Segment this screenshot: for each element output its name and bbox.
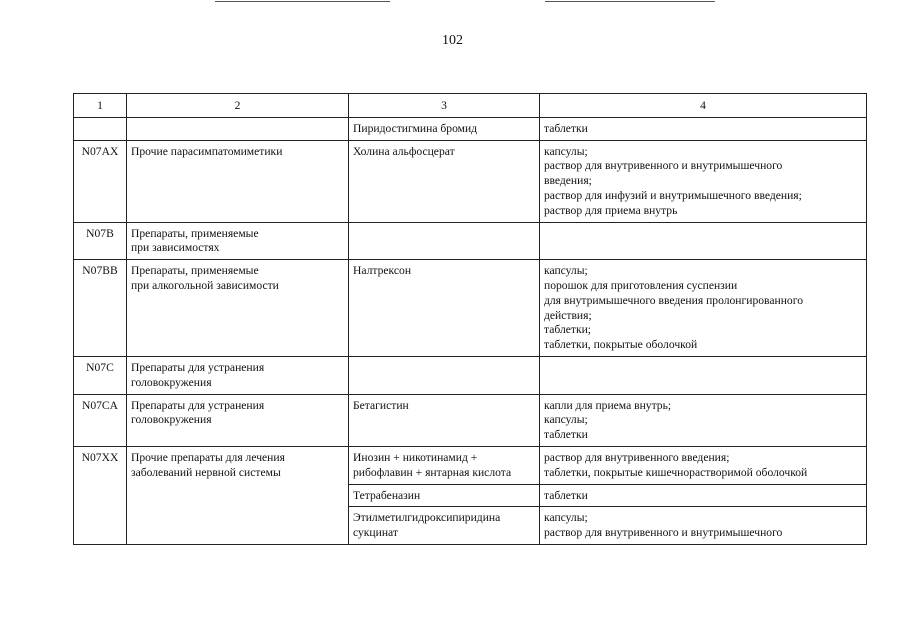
forms-cell: [540, 222, 867, 260]
group-name: головокружения: [131, 375, 212, 389]
table-row: [74, 356, 867, 394]
drug-name: Налтрексон: [353, 264, 412, 278]
group-name: головокружения: [131, 413, 212, 427]
forms-cell: [540, 507, 867, 545]
dosage-form: капсулы;: [544, 144, 588, 158]
group-name: Препараты для устранения: [131, 398, 265, 412]
column-header-2: 2: [127, 94, 349, 118]
group-cell: [127, 117, 349, 140]
dosage-form: капли для приема внутрь;: [544, 398, 672, 412]
forms-cell: [540, 260, 867, 357]
drug-cell: [349, 356, 540, 394]
drug-cell: [349, 394, 540, 446]
table-row: [74, 117, 867, 140]
dosage-form: таблетки, покрытые кишечнорастворимой оболочкой: [544, 465, 808, 479]
forms-cell: [540, 484, 867, 507]
table-row: [74, 446, 867, 484]
table-row: [74, 222, 867, 260]
group-name: при алкогольной зависимости: [131, 278, 279, 292]
forms-cell: [540, 140, 867, 222]
group-name: Прочие препараты для лечения: [131, 450, 285, 464]
page-number: 102: [442, 33, 463, 48]
drug-cell: [349, 117, 540, 140]
atc-code-cell: N07XX: [74, 446, 127, 544]
group-cell: [127, 446, 349, 544]
drug-table: [73, 93, 867, 545]
group-name: Препараты, применяемые: [131, 226, 259, 240]
atc-code-cell: N07B: [74, 222, 127, 260]
drug-name: рибофлавин + янтарная кислота: [353, 465, 512, 479]
dosage-form: таблетки;: [544, 323, 592, 337]
dosage-form: раствор для инфузий и внутримышечного введения;: [544, 188, 802, 202]
group-cell: [127, 260, 349, 357]
dosage-form: таблетки, покрытые оболочкой: [544, 338, 698, 352]
table-row: [74, 394, 867, 446]
dosage-form: капсулы;: [544, 413, 588, 427]
atc-code-cell: N07CA: [74, 394, 127, 446]
drug-cell: [349, 446, 540, 484]
group-name: Препараты для устранения: [131, 360, 265, 374]
column-header-1: 1: [74, 94, 127, 118]
forms-cell: [540, 117, 867, 140]
drug-cell: [349, 484, 540, 507]
dosage-form: раствор для внутривенного и внутримышечного: [544, 159, 783, 173]
table-row: [74, 260, 867, 357]
forms-cell: [540, 446, 867, 484]
drug-name: Холина альфосцерат: [353, 144, 455, 158]
group-name: при зависимостях: [131, 241, 220, 255]
dosage-form: введения;: [544, 174, 592, 188]
dosage-form: таблетки: [544, 428, 588, 442]
dosage-form: для внутримышечного введения пролонгированного: [544, 293, 803, 307]
dosage-form: раствор для внутривенного и внутримышечного: [544, 526, 783, 540]
dosage-form: капсулы;: [544, 264, 588, 278]
group-cell: [127, 222, 349, 260]
group-name: Прочие парасимпатомиметики: [131, 144, 283, 158]
dosage-form: порошок для приготовления суспензии: [544, 278, 738, 292]
forms-cell: [540, 394, 867, 446]
group-name: Препараты, применяемые: [131, 264, 259, 278]
table-row: [74, 140, 867, 222]
atc-code-cell: N07AX: [74, 140, 127, 222]
forms-cell: [540, 356, 867, 394]
group-cell: [127, 356, 349, 394]
drug-name: Пиридостигмина бромид: [353, 121, 478, 135]
drug-name: сукцинат: [353, 526, 398, 540]
group-cell: [127, 140, 349, 222]
dosage-form: капсулы;: [544, 511, 588, 525]
drug-name: Инозин + никотинамид +: [353, 450, 478, 464]
dosage-form: раствор для приема внутрь: [544, 203, 678, 217]
atc-code-cell: N07C: [74, 356, 127, 394]
drug-cell: [349, 222, 540, 260]
drug-cell: [349, 507, 540, 545]
dosage-form: действия;: [544, 308, 592, 322]
column-header-4: 4: [540, 94, 867, 118]
drug-cell: [349, 140, 540, 222]
top-rule-left: [215, 1, 390, 2]
drug-name: Тетрабеназин: [353, 488, 421, 502]
drug-name: Этилметилгидроксипиридина: [353, 511, 501, 525]
header-row: [74, 94, 867, 118]
column-header-3: 3: [349, 94, 540, 118]
drug-cell: [349, 260, 540, 357]
atc-code-cell: N07BB: [74, 260, 127, 357]
atc-code-cell: [74, 117, 127, 140]
top-rule-right: [545, 1, 715, 2]
dosage-form: раствор для внутривенного введения;: [544, 450, 730, 464]
dosage-form: таблетки: [544, 121, 588, 135]
drug-name: Бетагистин: [353, 398, 409, 412]
dosage-form: таблетки: [544, 488, 588, 502]
group-cell: [127, 394, 349, 446]
group-name: заболеваний нервной системы: [131, 465, 281, 479]
